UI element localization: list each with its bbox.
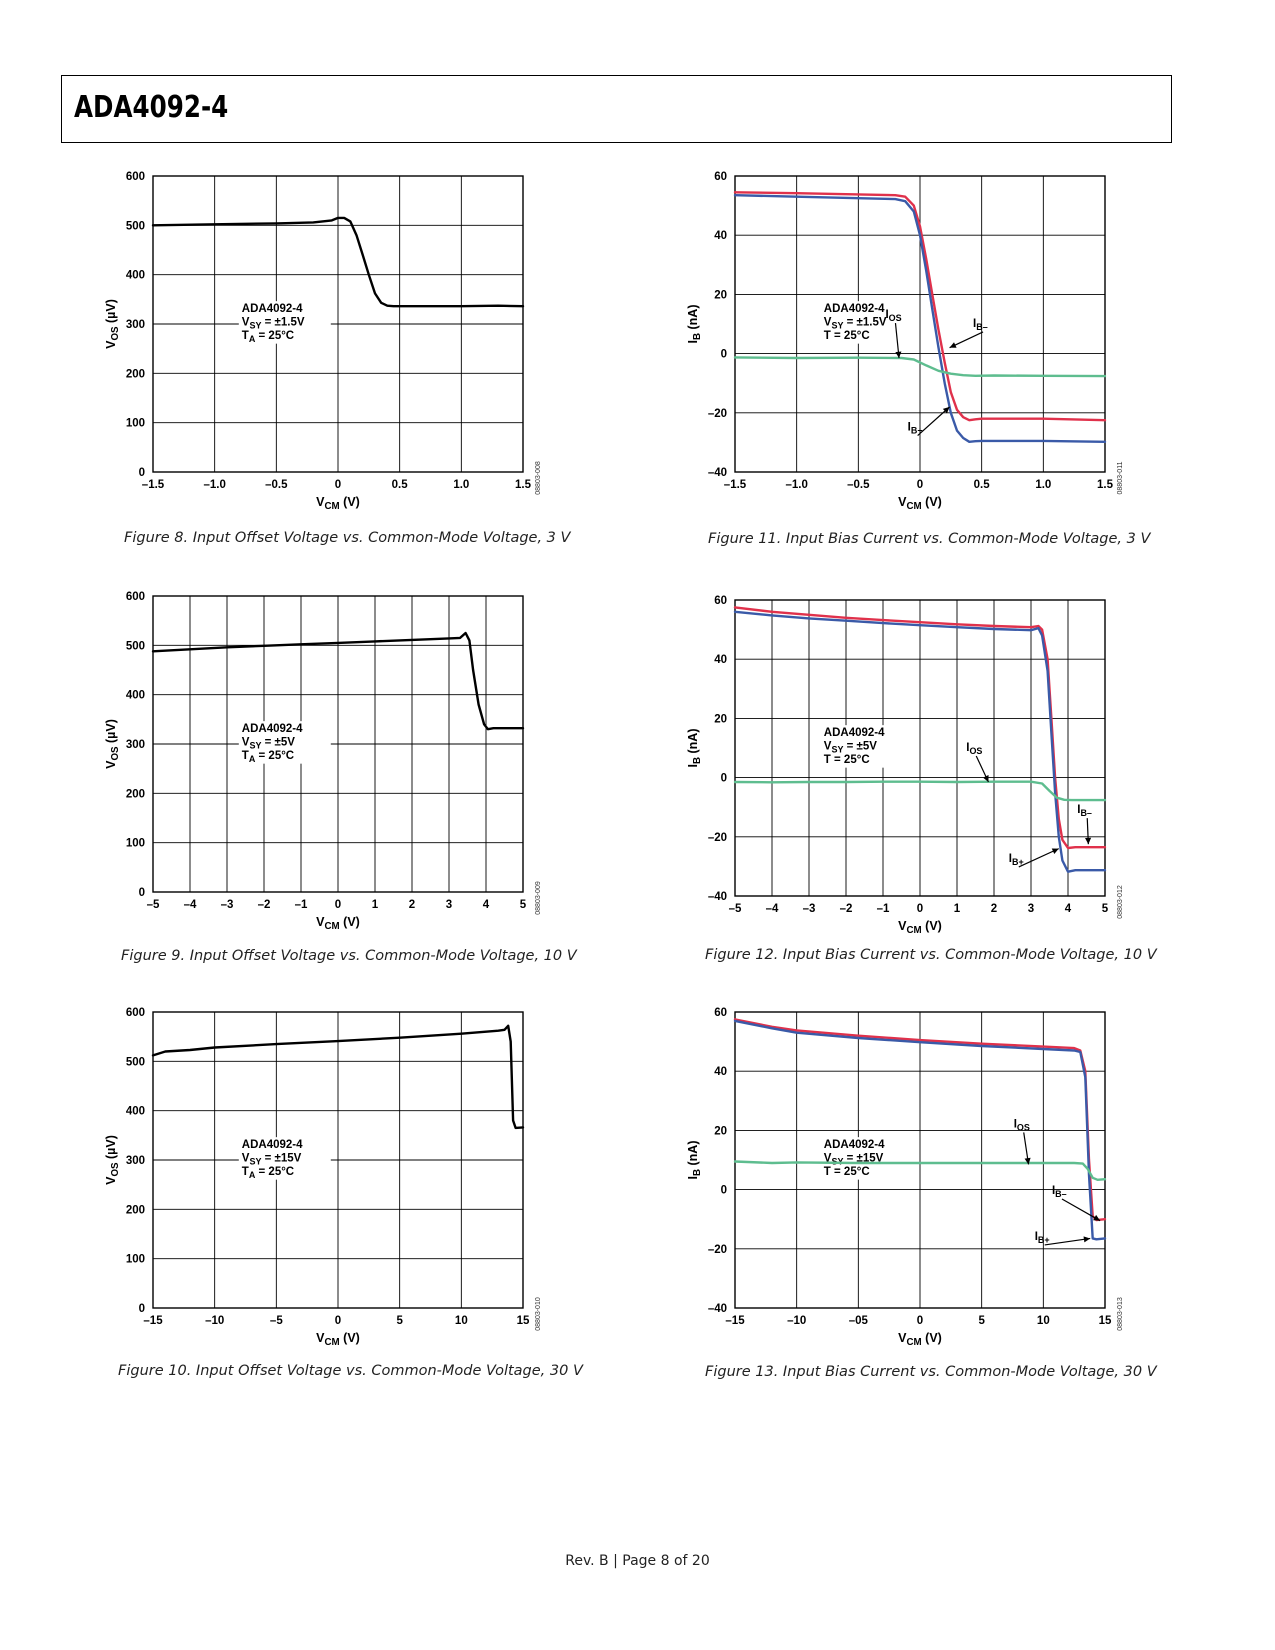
x-tick-label: –2: [257, 899, 271, 911]
x-tick-label: 1.0: [1035, 479, 1052, 491]
curve-label: $I_{B-}$: [1077, 804, 1092, 819]
y-tick-label: 60: [714, 595, 727, 607]
x-axis-label: $V_{CM}$ (V): [316, 915, 360, 932]
arrow-head: [1085, 838, 1091, 844]
figure-id: 08803-011: [1117, 461, 1124, 495]
x-tick-label: 3: [1027, 903, 1035, 915]
x-tick-label: 15: [1098, 1315, 1112, 1327]
y-tick-label: –40: [707, 1303, 727, 1315]
x-tick-label: –5: [146, 899, 160, 911]
annotation-line: ADA4092-4: [241, 303, 303, 316]
x-tick-label: –1: [294, 899, 308, 911]
y-tick-label: 40: [714, 230, 727, 243]
x-tick-label: –3: [220, 899, 234, 911]
annotation-line: ADA4092-4: [823, 1139, 885, 1152]
y-tick-label: 100: [125, 1253, 145, 1266]
page-title: ADA4092-4: [74, 90, 229, 125]
y-axis-label: $V_{OS}$ (µV): [104, 1135, 121, 1185]
x-tick-label: –1.5: [141, 479, 165, 491]
chart-fig8: [90, 160, 560, 520]
x-tick-label: 0: [334, 1315, 342, 1327]
annotation-line: $V_{SY} = \pm 15V$: [241, 1152, 302, 1167]
x-tick-label: 2: [990, 903, 998, 915]
y-tick-label: 0: [138, 467, 145, 479]
y-tick-label: 40: [714, 654, 727, 667]
annotation-line: $T_A = 25^\circ C$: [241, 1166, 295, 1181]
y-axis-label: $I_B$ (nA): [686, 304, 703, 344]
curve-label: $I_{B+}$: [1034, 1230, 1050, 1245]
label-arrow: [918, 407, 950, 436]
y-tick-label: –40: [707, 467, 727, 479]
chart-svg: [90, 160, 560, 520]
curve-label: $I_{B+}$: [907, 421, 923, 436]
label-arrow: [1062, 1199, 1100, 1221]
x-tick-label: –4: [765, 903, 779, 915]
figure-caption: Figure 9. Input Offset Voltage vs. Common-Mode Voltage, 10 V: [121, 948, 577, 964]
x-tick-label: –0.5: [847, 479, 870, 491]
chart-fig12: [672, 584, 1142, 944]
x-tick-label: 4: [1064, 903, 1072, 915]
page-footer: Rev. B | Page 8 of 20: [565, 1553, 710, 1569]
page-header: [61, 75, 1172, 143]
curve-label: $I_{B-}$: [1051, 1185, 1067, 1200]
annotation-line: ADA4092-4: [823, 727, 885, 740]
figure-caption: Figure 11. Input Bias Current vs. Common-Mode Voltage, 3 V: [708, 531, 1151, 547]
chart-fig9: [90, 580, 560, 940]
x-tick-label: 15: [516, 1315, 530, 1327]
curve-label: $I_{B+}$: [1008, 852, 1024, 867]
x-tick-label: 1.5: [515, 479, 531, 491]
y-tick-label: 200: [125, 1204, 145, 1217]
x-tick-label: –1.5: [723, 479, 747, 491]
chart-svg: [90, 996, 560, 1356]
figure-caption: Figure 10. Input Offset Voltage vs. Common-Mode Voltage, 30 V: [118, 1363, 583, 1379]
x-tick-label: 0: [334, 479, 342, 491]
x-tick-label: 5: [1101, 903, 1109, 915]
figure-id: 08803-010: [535, 1297, 542, 1331]
x-tick-label: 5: [978, 1315, 985, 1327]
annotation-line: ADA4092-4: [241, 1139, 303, 1152]
figure-id: 08803-013: [1117, 1297, 1124, 1331]
x-tick-label: 0: [916, 903, 924, 915]
y-tick-label: 20: [714, 1125, 727, 1138]
figure-id: 08803-012: [1117, 885, 1124, 919]
x-tick-label: –10: [787, 1315, 807, 1327]
y-tick-label: 60: [714, 171, 727, 183]
x-axis-label: $V_{CM}$ (V): [316, 1331, 360, 1348]
x-tick-label: 1: [953, 903, 961, 915]
annotation-line: T = 25°C: [823, 1166, 870, 1179]
y-tick-label: 0: [138, 1303, 145, 1315]
annotation-line: $V_{SY} = \pm 5V$: [241, 736, 295, 751]
x-tick-label: –1.0: [785, 479, 808, 491]
curve-label: $I_{OS}$: [1013, 1118, 1030, 1133]
y-tick-label: –20: [707, 407, 727, 420]
annotation-line: $T_A = 25^\circ C$: [241, 750, 295, 765]
y-tick-label: 600: [125, 591, 145, 603]
y-tick-label: 0: [720, 348, 727, 361]
y-tick-label: 400: [125, 269, 145, 282]
x-tick-label: 1: [371, 899, 379, 911]
chart-svg: [672, 584, 1142, 944]
x-tick-label: 0.5: [973, 479, 990, 491]
x-tick-label: 0: [916, 1315, 924, 1327]
label-arrow: [1045, 1238, 1091, 1244]
chart-fig13: [672, 996, 1142, 1356]
y-tick-label: 100: [125, 417, 145, 430]
annotation-line: T = 25°C: [823, 754, 870, 767]
x-tick-label: –5: [269, 1315, 283, 1327]
annotation-line: T = 25°C: [823, 330, 870, 343]
figure-caption: Figure 12. Input Bias Current vs. Common-Mode Voltage, 10 V: [705, 947, 1157, 963]
annotation-line: $V_{SY} = \pm 5V$: [823, 740, 877, 755]
x-tick-label: –3: [802, 903, 816, 915]
x-tick-label: –5: [728, 903, 742, 915]
y-tick-label: 0: [720, 1184, 727, 1197]
y-tick-label: 100: [125, 837, 145, 850]
chart-svg: [90, 580, 560, 940]
x-tick-label: 0.5: [391, 479, 408, 491]
x-tick-label: 10: [454, 1315, 468, 1327]
curve-label: $I_{OS}$: [966, 741, 983, 756]
y-tick-label: 60: [714, 1007, 727, 1019]
x-tick-label: 2: [408, 899, 416, 911]
annotation-line: ADA4092-4: [823, 303, 885, 316]
curve-label: $I_{OS}$: [885, 309, 902, 324]
annotation-line: $V_{SY} = \pm 1.5V$: [823, 316, 887, 331]
x-tick-label: –2: [839, 903, 853, 915]
y-tick-label: 400: [125, 689, 145, 702]
y-axis-label: $I_B$ (nA): [686, 1140, 703, 1180]
y-tick-label: 500: [125, 220, 145, 233]
x-axis-label: $V_{CM}$ (V): [316, 495, 360, 512]
y-tick-label: 300: [125, 1155, 145, 1167]
figure-caption: Figure 8. Input Offset Voltage vs. Common-Mode Voltage, 3 V: [124, 530, 571, 546]
y-tick-label: 500: [125, 640, 145, 653]
figure-caption: Figure 13. Input Bias Current vs. Common-Mode Voltage, 30 V: [705, 1364, 1157, 1380]
x-tick-label: –15: [725, 1315, 745, 1327]
y-axis-label: $V_{OS}$ (µV): [104, 299, 121, 349]
x-tick-label: 3: [445, 899, 453, 911]
x-tick-label: –4: [183, 899, 197, 911]
y-tick-label: 500: [125, 1056, 145, 1069]
figure-id: 08803-008: [535, 461, 542, 495]
x-tick-label: –10: [205, 1315, 225, 1327]
y-tick-label: 600: [125, 1007, 145, 1019]
annotation-line: $T_A = 25^\circ C$: [241, 330, 295, 345]
x-tick-label: 5: [519, 899, 527, 911]
annotation-line: $V_{SY} = \pm 1.5V$: [241, 316, 305, 331]
y-tick-label: 300: [125, 319, 145, 331]
label-arrow: [1019, 849, 1059, 867]
x-tick-label: –15: [143, 1315, 163, 1327]
y-tick-label: 200: [125, 368, 145, 381]
y-tick-label: 20: [714, 713, 727, 726]
y-tick-label: 400: [125, 1105, 145, 1118]
annotation-line: $V_{SY} = \pm 15V$: [823, 1152, 884, 1167]
y-tick-label: 0: [138, 887, 145, 899]
x-tick-label: 0: [334, 899, 342, 911]
figure-id: 08803-009: [535, 881, 542, 915]
x-tick-label: 1.0: [453, 479, 470, 491]
x-tick-label: –0.5: [265, 479, 288, 491]
x-tick-label: 4: [482, 899, 490, 911]
x-tick-label: –05: [848, 1315, 868, 1327]
y-tick-label: 0: [720, 772, 727, 785]
x-tick-label: 1.5: [1097, 479, 1113, 491]
curve-label: $I_{B-}$: [973, 317, 988, 332]
y-tick-label: 600: [125, 171, 145, 183]
annotation-line: ADA4092-4: [241, 723, 303, 736]
chart-svg: [672, 996, 1142, 1356]
x-axis-label: $V_{CM}$ (V): [898, 1331, 942, 1348]
x-tick-label: 5: [396, 1315, 403, 1327]
y-tick-label: –40: [707, 891, 727, 903]
y-tick-label: –20: [707, 831, 727, 844]
y-tick-label: 200: [125, 788, 145, 801]
x-tick-label: –1: [876, 903, 890, 915]
chart-fig11: [672, 160, 1142, 520]
x-tick-label: –1.0: [203, 479, 226, 491]
x-tick-label: 10: [1036, 1315, 1050, 1327]
y-tick-label: 20: [714, 289, 727, 302]
x-tick-label: 0: [916, 479, 924, 491]
y-tick-label: 40: [714, 1066, 727, 1079]
y-tick-label: 300: [125, 739, 145, 751]
y-axis-label: $V_{OS}$ (µV): [104, 719, 121, 769]
chart-fig10: [90, 996, 560, 1356]
x-axis-label: $V_{CM}$ (V): [898, 495, 942, 512]
arrow-head: [1084, 1236, 1091, 1242]
x-axis-label: $V_{CM}$ (V): [898, 919, 942, 936]
y-tick-label: –20: [707, 1243, 727, 1256]
chart-svg: [672, 160, 1142, 520]
y-axis-label: $I_B$ (nA): [686, 728, 703, 768]
